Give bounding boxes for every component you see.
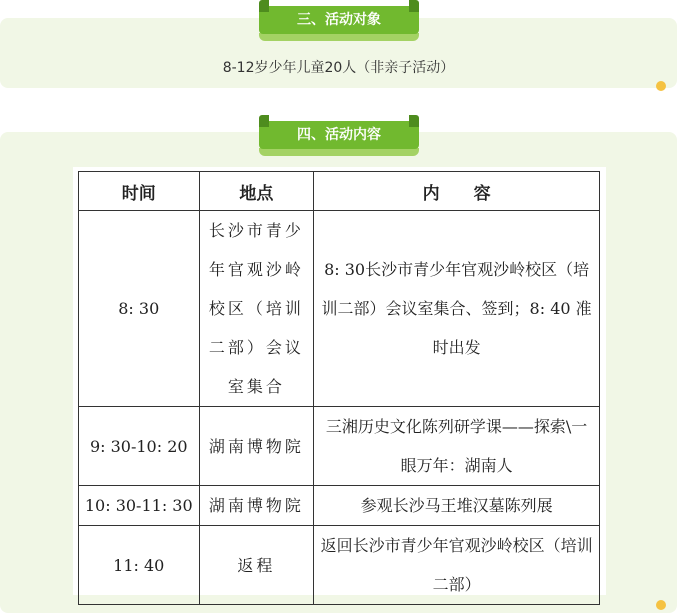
audience-text: 8-12岁少年儿童20人（非亲子活动） — [222, 60, 455, 76]
tab-band — [259, 148, 419, 156]
cell-content: 三湘历史文化陈列研学课——探索\一眼万年：湖南人 — [314, 407, 600, 486]
cell-content: 参观长沙马王堆汉墓陈列展 — [314, 486, 600, 526]
cell-time: 10: 30-11: 30 — [79, 486, 200, 526]
table-row — [79, 486, 600, 526]
table-row — [79, 526, 600, 605]
cell-place: 湖南博物院 — [199, 486, 314, 526]
cell-place: 湖南博物院 — [199, 407, 314, 486]
cell-place: 长沙市青少年官观沙岭校区（培训二部）会议室集合 — [199, 211, 314, 407]
cell-time: 9: 30-10: 20 — [79, 407, 200, 486]
cell-place: 返程 — [199, 526, 314, 605]
table-row — [79, 407, 600, 486]
decoration-dot — [656, 600, 666, 610]
schedule-table-container — [73, 167, 606, 595]
schedule-table — [78, 171, 600, 605]
table-row — [79, 211, 600, 407]
header-content: 内 容 — [314, 172, 600, 211]
cell-content: 8: 30长沙市青少年官观沙岭校区（培训二部）会议室集合、签到；8: 40 准时出发 — [314, 211, 600, 407]
header-time: 时间 — [79, 172, 200, 211]
header-place: 地点 — [199, 172, 314, 211]
cell-time: 11: 40 — [79, 526, 200, 605]
table-header-row — [79, 172, 600, 211]
cell-content: 返回长沙市青少年官观沙岭校区（培训二部） — [314, 526, 600, 605]
section-four-tab: 四、活动内容 — [259, 121, 419, 149]
cell-time: 8: 30 — [79, 211, 200, 407]
section-three-tab: 三、活动对象 — [259, 6, 419, 34]
tab-band — [259, 33, 419, 41]
decoration-dot — [656, 81, 666, 91]
